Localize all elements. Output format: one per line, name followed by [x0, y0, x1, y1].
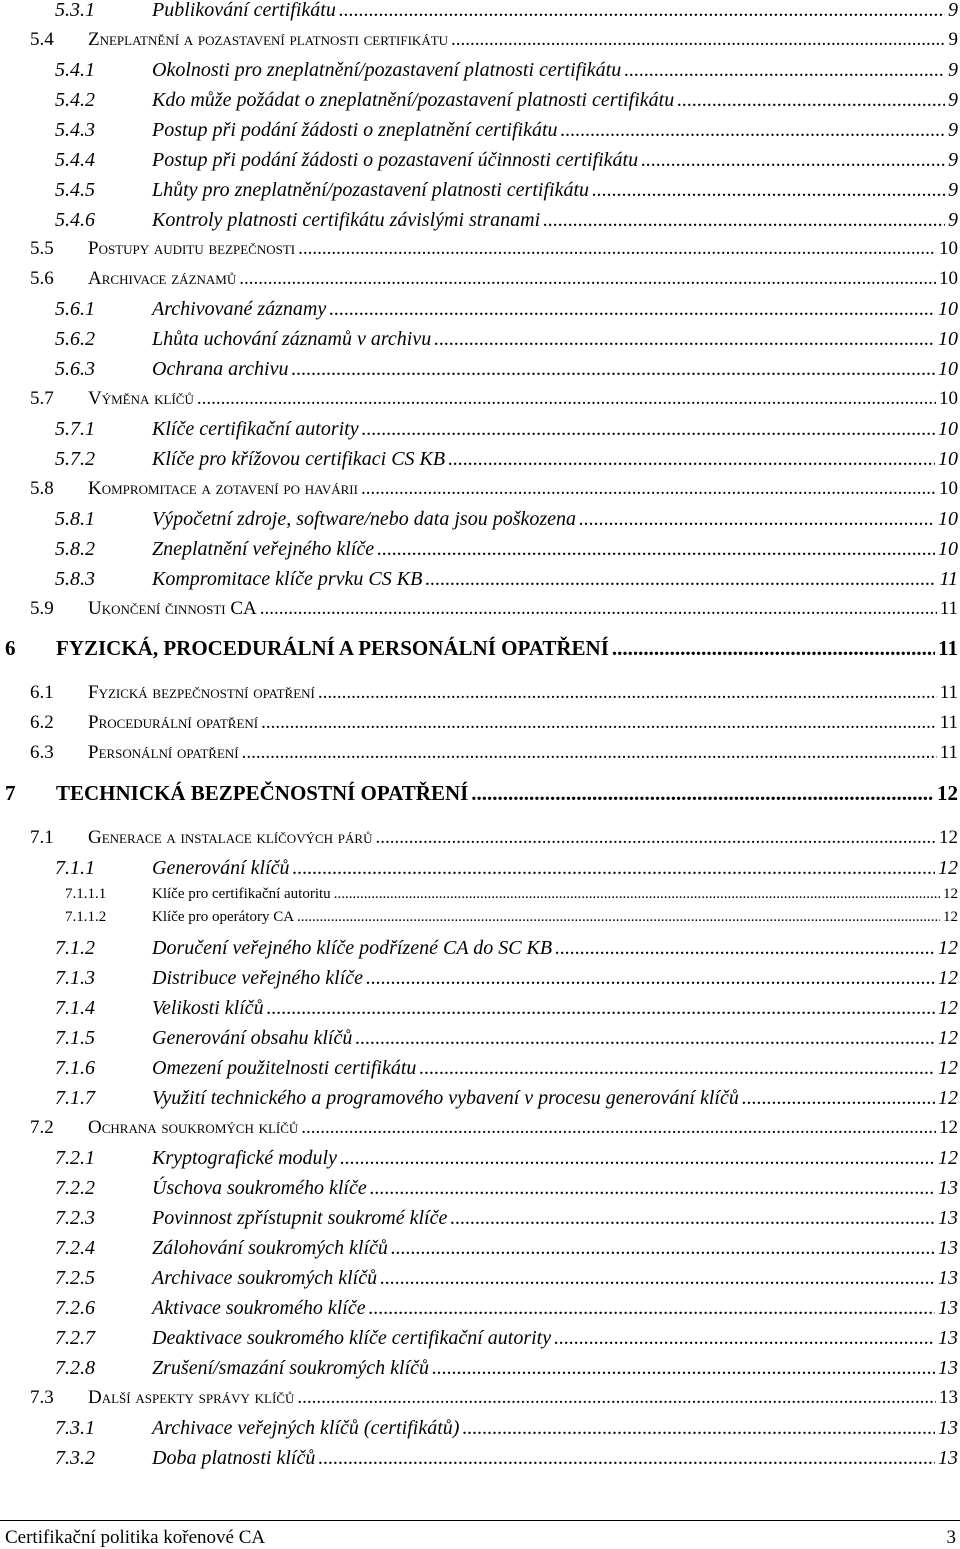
toc-entry[interactable] — [0, 0, 960, 20]
toc-entry-number: 5.4.5 — [55, 180, 152, 200]
toc-entry-page-number: 11 — [940, 599, 960, 618]
toc-entry-page-number: 13 — [938, 1298, 960, 1318]
toc-entry[interactable] — [0, 713, 960, 732]
toc-entry[interactable] — [0, 210, 960, 230]
toc-entry-title: Doručení veřejného klíče podřízené CA do SC KB — [152, 938, 552, 958]
toc-entry[interactable] — [0, 1028, 960, 1048]
toc-entry-title: Postupy auditu bezpečnosti — [88, 239, 295, 258]
toc-entry-page-number: 10 — [938, 299, 960, 319]
toc-entry-number: 7.3.2 — [55, 1448, 152, 1468]
toc-entry-number: 5.4.6 — [55, 210, 152, 230]
toc-entry-title: Kryptografické moduly — [152, 1148, 337, 1168]
toc-entry[interactable] — [0, 90, 960, 110]
toc-dot-leader — [329, 299, 935, 319]
toc-dot-leader — [450, 1208, 935, 1228]
toc-entry[interactable] — [0, 449, 960, 469]
toc-dot-leader — [298, 239, 936, 258]
toc-entry-number: 5.7 — [30, 389, 88, 408]
toc-entry-number: 7.1.2 — [55, 938, 152, 958]
toc-entry[interactable] — [0, 783, 960, 804]
toc-entry[interactable] — [0, 389, 960, 408]
toc-entry-page-number: 10 — [938, 329, 960, 349]
toc-entry[interactable] — [0, 1238, 960, 1258]
toc-dot-leader — [419, 1058, 935, 1078]
toc-entry-page-number: 12 — [937, 783, 960, 804]
toc-entry-number: 5.6 — [30, 269, 88, 288]
toc-entry-title: Archivované záznamy — [152, 299, 326, 319]
toc-entry-title: Lhůta uchování záznamů v archivu — [152, 329, 431, 349]
toc-entry-title: Kompromitace a zotavení po havárii — [88, 479, 358, 498]
toc-entry[interactable] — [0, 150, 960, 170]
toc-entry-number: 7.2.4 — [55, 1238, 152, 1258]
toc-entry-page-number: 12 — [938, 858, 960, 878]
toc-entry[interactable] — [0, 638, 960, 659]
toc-dot-leader — [471, 783, 934, 804]
toc-entry-title: Generace a instalace klíčových párů — [88, 828, 372, 847]
toc-entry[interactable] — [0, 1388, 960, 1407]
toc-entry-title: Ochrana archivu — [152, 359, 288, 379]
toc-entry[interactable] — [0, 60, 960, 80]
toc-entry-title: Zneplatnění a pozastavení platnosti certifikátu — [88, 30, 448, 49]
toc-entry-title: Kdo může požádat o zneplatnění/pozastavení platnosti certifikátu — [152, 90, 674, 110]
toc-dot-leader — [380, 1268, 935, 1288]
toc-entry-title: Aktivace soukromého klíče — [152, 1298, 366, 1318]
toc-entry-number: 7.1.3 — [55, 968, 152, 988]
toc-entry-number: 7.1.6 — [55, 1058, 152, 1078]
toc-entry[interactable] — [0, 299, 960, 319]
toc-entry-number: 7.3.1 — [55, 1418, 152, 1438]
toc-entry[interactable] — [0, 1328, 960, 1348]
toc-dot-leader — [291, 359, 935, 379]
toc-entry[interactable] — [0, 1178, 960, 1198]
toc-entry-number: 5.6.1 — [55, 299, 152, 319]
toc-entry-number: 7.3 — [30, 1388, 88, 1407]
toc-entry-title: Zálohování soukromých klíčů — [152, 1238, 388, 1258]
toc-entry-number: 7.2.8 — [55, 1358, 152, 1378]
toc-entry-title: Úschova soukromého klíče — [152, 1178, 367, 1198]
toc-entry-number: 6.3 — [30, 743, 88, 762]
toc-entry[interactable] — [0, 1118, 960, 1137]
toc-entry-title: Doba platnosti klíčů — [152, 1448, 315, 1468]
toc-dot-leader — [261, 713, 937, 732]
toc-entry-page-number: 9 — [949, 30, 960, 49]
toc-entry-page-number: 13 — [939, 1388, 960, 1407]
toc-dot-leader — [432, 1358, 935, 1378]
toc-entry-title: TECHNICKÁ BEZPEČNOSTNÍ OPATŘENÍ — [56, 783, 468, 804]
toc-entry-number: 5.6.3 — [55, 359, 152, 379]
toc-entry-page-number: 13 — [938, 1418, 960, 1438]
toc-dot-leader — [579, 509, 935, 529]
toc-entry-number: 5.7.1 — [55, 419, 152, 439]
toc-dot-leader — [554, 1328, 935, 1348]
toc-dot-leader — [339, 0, 945, 20]
toc-entry-number: 7.1.7 — [55, 1088, 152, 1108]
toc-entry-title: Lhůty pro zneplatnění/pozastavení platnosti certifikátu — [152, 180, 589, 200]
toc-dot-leader — [239, 269, 936, 288]
toc-entry-number: 5.4.2 — [55, 90, 152, 110]
toc-entry[interactable] — [0, 1148, 960, 1168]
toc-entry[interactable] — [0, 1418, 960, 1438]
toc-entry-title: Procedurální opatření — [88, 713, 258, 732]
toc-entry-page-number: 10 — [938, 539, 960, 559]
footer-document-title: Certifikační politika kořenové CA — [5, 1527, 265, 1549]
toc-entry-page-number: 10 — [939, 389, 960, 408]
toc-entry-page-number: 11 — [940, 683, 960, 702]
toc-entry-page-number: 9 — [948, 0, 960, 20]
toc-entry-number: 5.7.2 — [55, 449, 152, 469]
toc-dot-leader — [355, 1028, 935, 1048]
toc-entry-title: Omezení použitelnosti certifikátu — [152, 1058, 416, 1078]
toc-entry-page-number: 13 — [938, 1208, 960, 1228]
toc-entry[interactable] — [0, 968, 960, 988]
toc-entry-page-number: 12 — [939, 828, 960, 847]
toc-entry-page-number: 12 — [938, 1028, 960, 1048]
toc-entry-number: 5.8 — [30, 479, 88, 498]
toc-entry[interactable] — [0, 858, 960, 878]
toc-dot-leader — [267, 998, 935, 1018]
toc-entry-page-number: 12 — [938, 938, 960, 958]
toc-entry-number: 7.2.1 — [55, 1148, 152, 1168]
toc-entry-number: 7.2.2 — [55, 1178, 152, 1198]
toc-entry[interactable] — [0, 479, 960, 498]
toc-entry-number: 5.6.2 — [55, 329, 152, 349]
toc-entry-title: Personální opatření — [88, 743, 239, 762]
toc-entry[interactable] — [0, 998, 960, 1018]
toc-dot-leader — [391, 1238, 935, 1258]
toc-entry-page-number: 9 — [948, 90, 960, 110]
toc-entry-page-number: 9 — [948, 210, 960, 230]
toc-entry-number: 7.2.7 — [55, 1328, 152, 1348]
toc-entry-title: Klíče certifikační autority — [152, 419, 359, 439]
toc-entry-page-number: 12 — [938, 1148, 960, 1168]
toc-entry-page-number: 13 — [938, 1448, 960, 1468]
toc-entry-number: 7.2.5 — [55, 1268, 152, 1288]
toc-entry-title: Archivace záznamů — [88, 269, 236, 288]
toc-entry-title: Postup při podání žádosti o pozastavení účinnosti certifikátu — [152, 150, 638, 170]
toc-entry-title: Zrušení/smazání soukromých klíčů — [152, 1358, 429, 1378]
toc-entry-number: 7.1.5 — [55, 1028, 152, 1048]
toc-entry-number: 7.2 — [30, 1118, 88, 1137]
toc-entry[interactable] — [0, 539, 960, 559]
toc-entry[interactable] — [0, 30, 960, 49]
toc-entry-page-number: 12 — [943, 887, 960, 902]
toc-entry-title: Ochrana soukromých klíčů — [88, 1118, 298, 1137]
toc-entry-page-number: 12 — [938, 1058, 960, 1078]
toc-entry-title: Klíče pro certifikační autoritu — [152, 887, 331, 902]
toc-entry-title: Ukončení činnosti CA — [88, 599, 257, 618]
toc-entry-page-number: 11 — [939, 569, 960, 589]
toc-entry-title: Výpočetní zdroje, software/nebo data jsou poškozena — [152, 509, 576, 529]
toc-entry-number: 5.4.1 — [55, 60, 152, 80]
toc-dot-leader — [434, 329, 935, 349]
toc-entry[interactable] — [0, 569, 960, 589]
toc-entry-title: Další aspekty správy klíčů — [88, 1388, 294, 1407]
toc-entry-number: 5.3.1 — [55, 0, 152, 20]
toc-entry-title: FYZICKÁ, PROCEDURÁLNÍ A PERSONÁLNÍ OPATŘENÍ — [56, 638, 609, 659]
toc-dot-leader — [641, 150, 945, 170]
toc-entry-number: 7.1.1.1 — [65, 887, 152, 902]
toc-entry[interactable] — [0, 910, 960, 925]
toc-entry[interactable] — [0, 743, 960, 762]
toc-entry-number: 7 — [5, 783, 56, 804]
toc-entry[interactable] — [0, 1298, 960, 1318]
toc-entry-title: Využití technického a programového vybavení v procesu generování klíčů — [152, 1088, 739, 1108]
toc-entry[interactable] — [0, 419, 960, 439]
toc-entry-title: Kompromitace klíče prvku CS KB — [152, 569, 422, 589]
toc-entry-page-number: 9 — [948, 120, 960, 140]
toc-dot-leader — [334, 887, 940, 902]
toc-entry-number: 5.8.3 — [55, 569, 152, 589]
toc-entry-number: 7.1.1.2 — [65, 910, 152, 925]
toc-entry-number: 5.4 — [30, 30, 88, 49]
toc-entry[interactable] — [0, 359, 960, 379]
toc-dot-leader — [451, 30, 945, 49]
toc-entry-title: Povinnost zpřístupnit soukromé klíče — [152, 1208, 447, 1228]
toc-entry-page-number: 12 — [938, 1088, 960, 1108]
toc-entry-number: 7.1 — [30, 828, 88, 847]
toc-entry-page-number: 9 — [948, 150, 960, 170]
toc-dot-leader — [318, 683, 937, 702]
toc-entry-page-number: 10 — [939, 269, 960, 288]
toc-entry-title: Kontroly platnosti certifikátu závislými stranami — [152, 210, 540, 230]
toc-dot-leader — [677, 90, 945, 110]
toc-dot-leader — [301, 1118, 936, 1137]
toc-entry-page-number: 13 — [938, 1178, 960, 1198]
toc-entry-page-number: 13 — [938, 1238, 960, 1258]
toc-dot-leader — [624, 60, 945, 80]
toc-entry-page-number: 11 — [940, 743, 960, 762]
toc-dot-leader — [260, 599, 937, 618]
toc-dot-leader — [362, 419, 935, 439]
toc-dot-leader — [242, 743, 937, 762]
toc-entry-title: Deaktivace soukromého klíče certifikační autority — [152, 1328, 551, 1348]
toc-entry[interactable] — [0, 828, 960, 847]
toc-entry-page-number: 11 — [938, 638, 960, 659]
toc-dot-leader — [297, 910, 940, 925]
toc-dot-leader — [369, 1298, 935, 1318]
toc-entry-page-number: 9 — [948, 60, 960, 80]
toc-entry-title: Okolnosti pro zneplatnění/pozastavení platnosti certifikátu — [152, 60, 621, 80]
toc-entry[interactable] — [0, 938, 960, 958]
toc-entry-title: Velikosti klíčů — [152, 998, 264, 1018]
toc-entry-page-number: 12 — [943, 910, 960, 925]
toc-entry-page-number: 12 — [938, 998, 960, 1018]
toc-entry[interactable] — [0, 180, 960, 200]
toc-dot-leader — [297, 1388, 936, 1407]
toc-entry-title: Generování klíčů — [152, 858, 290, 878]
toc-entry-title: Zneplatnění veřejného klíče — [152, 539, 374, 559]
toc-dot-leader — [340, 1148, 935, 1168]
toc-entry[interactable] — [0, 509, 960, 529]
toc-entry-page-number: 13 — [938, 1328, 960, 1348]
toc-entry-page-number: 11 — [940, 713, 960, 732]
toc-entry-number: 6 — [5, 638, 56, 659]
toc-dot-leader — [318, 1448, 935, 1468]
toc-entry-number: 7.2.3 — [55, 1208, 152, 1228]
toc-entry-number: 7.1.4 — [55, 998, 152, 1018]
toc-dot-leader — [448, 449, 935, 469]
toc-entry[interactable] — [0, 1268, 960, 1288]
toc-entry[interactable] — [0, 239, 960, 258]
toc-entry-page-number: 10 — [938, 359, 960, 379]
toc-entry[interactable] — [0, 1058, 960, 1078]
toc-entry[interactable] — [0, 683, 960, 702]
toc-dot-leader — [293, 858, 935, 878]
toc-dot-leader — [377, 539, 935, 559]
toc-dot-leader — [375, 828, 936, 847]
toc-entry-number: 5.9 — [30, 599, 88, 618]
toc-entry-number: 5.4.4 — [55, 150, 152, 170]
toc-entry-number: 5.8.1 — [55, 509, 152, 529]
toc-entry-number: 5.5 — [30, 239, 88, 258]
toc-dot-leader — [742, 1088, 935, 1108]
toc-entry-title: Výměna klíčů — [88, 389, 194, 408]
toc-entry-page-number: 13 — [938, 1268, 960, 1288]
toc-entry-page-number: 10 — [938, 509, 960, 529]
toc-entry-title: Klíče pro operátory CA — [152, 910, 294, 925]
toc-entry-title: Postup při podání žádosti o zneplatnění certifikátu — [152, 120, 558, 140]
toc-dot-leader — [612, 638, 935, 659]
toc-entry-title: Generování obsahu klíčů — [152, 1028, 352, 1048]
toc-entry-title: Fyzická bezpečnostní opatření — [88, 683, 315, 702]
footer-page-number: 3 — [947, 1527, 957, 1549]
toc-entry-page-number: 9 — [948, 180, 960, 200]
toc-entry-page-number: 10 — [939, 479, 960, 498]
toc-dot-leader — [555, 938, 935, 958]
toc-entry-number: 6.2 — [30, 713, 88, 732]
toc-entry-page-number: 10 — [938, 449, 960, 469]
page-footer — [0, 1520, 960, 1521]
toc-dot-leader — [462, 1418, 935, 1438]
toc-entry-number: 7.2.6 — [55, 1298, 152, 1318]
toc-entry-page-number: 10 — [939, 239, 960, 258]
toc-dot-leader — [370, 1178, 935, 1198]
toc-entry[interactable] — [0, 269, 960, 288]
toc-entry-number: 5.8.2 — [55, 539, 152, 559]
toc-entry-title: Publikování certifikátu — [152, 0, 336, 20]
toc-entry-title: Archivace veřejných klíčů (certifikátů) — [152, 1418, 459, 1438]
toc-dot-leader — [561, 120, 945, 140]
toc-entry[interactable] — [0, 329, 960, 349]
toc-dot-leader — [543, 210, 945, 230]
toc-entry-number: 6.1 — [30, 683, 88, 702]
toc-entry[interactable] — [0, 1358, 960, 1378]
toc-entry-title: Archivace soukromých klíčů — [152, 1268, 377, 1288]
toc-entry-page-number: 12 — [938, 968, 960, 988]
toc-entry[interactable] — [0, 887, 960, 902]
toc-entry-title: Distribuce veřejného klíče — [152, 968, 363, 988]
toc-entry[interactable] — [0, 599, 960, 618]
toc-entry-page-number: 13 — [938, 1358, 960, 1378]
toc-dot-leader — [592, 180, 945, 200]
toc-dot-leader — [366, 968, 935, 988]
toc-dot-leader — [197, 389, 936, 408]
toc-dot-leader — [361, 479, 936, 498]
toc-entry[interactable] — [0, 1208, 960, 1228]
toc-entry-page-number: 12 — [939, 1118, 960, 1137]
toc-entry-number: 7.1.1 — [55, 858, 152, 878]
toc-entry-number: 5.4.3 — [55, 120, 152, 140]
toc-dot-leader — [425, 569, 936, 589]
toc-entry[interactable] — [0, 120, 960, 140]
toc-entry-page-number: 10 — [938, 419, 960, 439]
toc-entry-title: Klíče pro křížovou certifikaci CS KB — [152, 449, 445, 469]
toc-entry[interactable] — [0, 1088, 960, 1108]
toc-entry[interactable] — [0, 1448, 960, 1468]
